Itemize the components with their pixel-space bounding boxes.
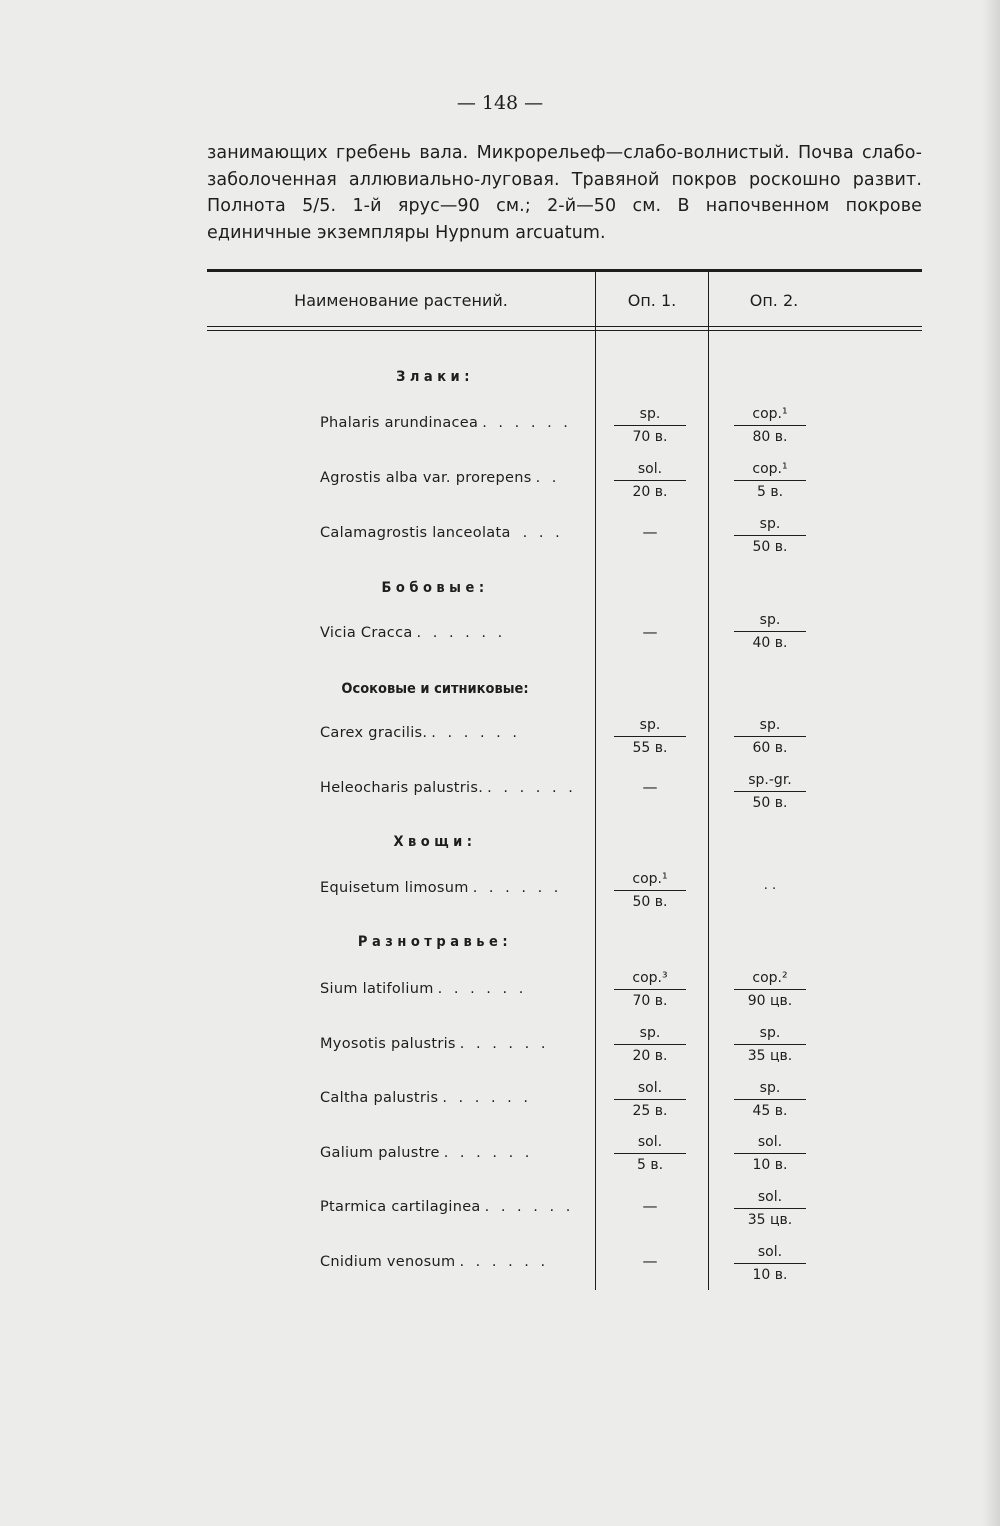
op2-value: cop.¹ 5 в. (734, 461, 806, 501)
plant-name: Phalaris arundinacea . . . . . . (320, 415, 572, 431)
plant-name: Sium latifolium . . . . . . (320, 981, 527, 997)
section-title: Разнотравье: (357, 934, 513, 950)
plant-name: Equisetum limosum . . . . . . (320, 880, 562, 896)
op1-value: sol. 5 в. (614, 1134, 686, 1174)
op1-dash: — (642, 778, 658, 796)
section-title: Осоковые и ситниковые: (341, 681, 529, 697)
op1-dash: — (642, 1197, 658, 1215)
op2-value: sp. 45 в. (734, 1080, 806, 1120)
op1-value: sp. 20 в. (614, 1025, 686, 1065)
page-edge-shadow (982, 0, 1000, 1526)
plant-name: Caltha palustris . . . . . . (320, 1090, 532, 1106)
op1-value: sp. 55 в. (614, 717, 686, 757)
plant-name: Agrostis alba var. prorepens . . (320, 470, 560, 486)
op2-value: sol. 10 в. (734, 1134, 806, 1174)
plant-name: Heleocharis palustris. . . . . . . (320, 780, 577, 796)
op2-value: sp. 40 в. (734, 612, 806, 652)
plant-name: Myosotis palustris . . . . . . (320, 1036, 549, 1052)
op1-value: sol. 20 в. (614, 461, 686, 501)
op2-empty-dots: . . (763, 878, 777, 893)
section-title: Злаки: (396, 369, 474, 385)
plant-name: Galium palustre . . . . . . (320, 1145, 533, 1161)
table-header-rule-1 (207, 326, 922, 327)
header-plant-name: Наименование растений. (294, 291, 508, 310)
table-header-rule-2 (207, 330, 922, 331)
section-title: Хвощи: (393, 834, 477, 850)
header-op2: Оп. 2. (749, 291, 799, 310)
op2-value: sp. 35 цв. (734, 1025, 806, 1065)
column-divider-1 (595, 272, 596, 1290)
op1-dash: — (642, 623, 658, 641)
header-op1: Оп. 1. (627, 291, 677, 310)
intro-paragraph: занимающих гребень вала. Микрорельеф—слабо-волнистый. Почва слабо-заболоченная аллювиально-луговая. Травяной покров роскошно развит. Полнота 5/5. 1-й ярус—90 см.; 2-й—50 см. В напочвенном покрове единичные экземпляры Hypnum arcuatum. (207, 143, 922, 243)
op1-value: sol. 25 в. (614, 1080, 686, 1120)
op2-value: sp. 60 в. (734, 717, 806, 757)
op1-value: cop.¹ 50 в. (614, 871, 686, 911)
op1-value: cop.³ 70 в. (614, 970, 686, 1010)
op2-value: cop.² 90 цв. (734, 970, 806, 1010)
op2-value: sol. 35 цв. (734, 1189, 806, 1229)
op2-value: sp. 50 в. (734, 516, 806, 556)
plant-name: Cnidium venosum . . . . . . (320, 1254, 549, 1270)
section-title: Бобовые: (381, 580, 489, 596)
plant-name: Carex gracilis. . . . . . . (320, 725, 521, 741)
plant-name: Vicia Cracca . . . . . . (320, 625, 506, 641)
op2-value: sp.-gr. 50 в. (734, 772, 806, 812)
op2-value: sol. 10 в. (734, 1244, 806, 1284)
plant-name: Ptarmica cartilaginea . . . . . . (320, 1199, 574, 1215)
op1-dash: — (642, 523, 658, 541)
page-number: — 148 — (456, 92, 544, 114)
op2-value: cop.¹ 80 в. (734, 406, 806, 446)
column-divider-2 (708, 272, 709, 1290)
op1-dash: — (642, 1252, 658, 1270)
plant-name: Calamagrostis lanceolata . . . (320, 525, 564, 541)
table-top-rule (207, 269, 922, 272)
op1-value: sp. 70 в. (614, 406, 686, 446)
